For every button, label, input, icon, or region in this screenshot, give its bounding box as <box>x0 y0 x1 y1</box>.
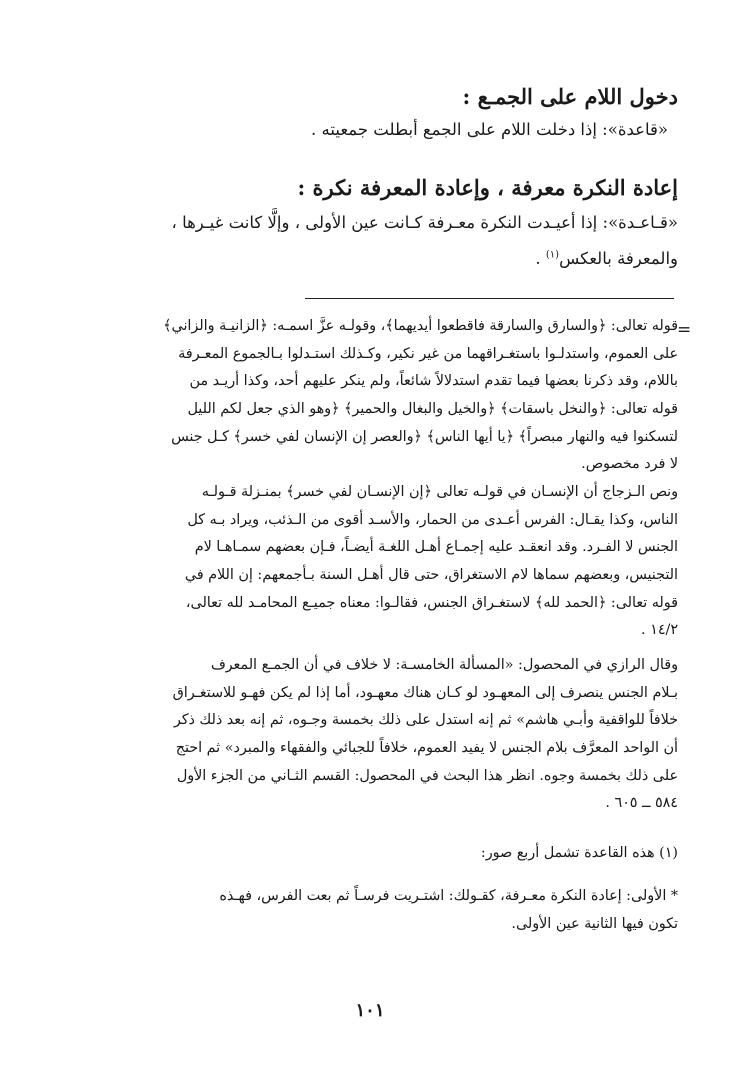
footnote-line: على ذلك بخمسة وجوه. انظر هذا البحث في المحصول: القسم الثـاني من الجزء الأول <box>176 768 678 784</box>
footnote-line: الناس، وكذا يقـال: الفرس أعـدى من الحمار، والأسـد أقوى من الـذئب، ويراد بـه كل <box>187 512 678 528</box>
footnote-line: لتسكنوا فيه والنهار مبصراً﴾ ﴿يا أيها الناس﴾ ﴿والعصر إن الإنسان لفي خسر﴾ كـل جنس <box>171 429 678 445</box>
page-number: ١٠١ <box>355 1000 385 1021</box>
footnote-line: باللام، وقد ذكرنا بعضها فيما تقدم استدلالاً شائعاً، ولم ينكر عليهم أحد، وكذا أريـد من <box>189 373 678 389</box>
footnote-line: قوله تعالى: ﴿والنخل باسقات﴾ ﴿والخيل والبغال والحمير﴾ ﴿وهو الذي جعل لكم الليل <box>187 401 678 417</box>
footnote-line: أن الواحد المعرَّف بلام الجنس لا يفيد العموم، خلافاً للجبائي والفقهاء والمبرد» ثم احتج <box>175 740 678 756</box>
footnote-1: (١) هذه القاعدة تشمل أربع صور: <box>480 845 678 861</box>
rule-repetition-line-2: والمعرفة بالعكس$^{(١)}$ . <box>535 249 678 268</box>
footnote-line: على العموم، واستدلـوا باستغـراقهما من غير نكير، وكـذلك استـدلوا بـالجموع المعـرفة <box>178 346 678 362</box>
footnote-marker: (١) <box>545 249 560 261</box>
footnote-line: وقال الرازي في المحصول: «المسألة الخامسـة: لا خلاف في أن الجمـع المعرف <box>210 657 678 673</box>
footnote-line: ١٤/٢ . <box>641 622 678 638</box>
footnote-line: التجنيس، وبعضهم سماها لام الاستغراق، حتى قال أهـل السنة بـأجمعهم: إن اللام في <box>184 567 678 583</box>
rule-repetition-line-1: «قـاعـدة»: إذا أعيـدت النكرة معـرفة كـانت عين الأولى ، وإلَّا كانت غيـرها ، <box>171 213 678 232</box>
footnote-line: * الأولى: إعادة النكرة معـرفة، كقـولك: اشتـريت فرسـاً ثم بعت الفرس، فهـذه <box>219 888 678 904</box>
section-heading-plural: دخول اللام على الجمـع : <box>462 84 678 109</box>
footnote-line: قوله تعالى: ﴿والسارق والسارقة فاقطعوا أيديهما﴾، وقولـه عزَّ اسمـه: ﴿الزانيـة والزاني﴾ <box>163 318 678 334</box>
footnote-line: ٥٨٤ ــ ٦٠٥ . <box>605 795 678 811</box>
footnote-line: الجنس لا الفـرد. وقد انعقـد عليه إجمـاع أهـل اللغـة أيضـاً، فـإن بعضهم سمـاهـا لام <box>194 539 678 555</box>
footnote-line: خلافاً للواقفية وأبـي هاشم» ثم إنه استدل على ذلك بخمسة وجـوه، ثم إنه بعد ذلك ذكر <box>173 712 678 728</box>
footnote-separator <box>305 298 674 299</box>
footnote-line: قوله تعالى: ﴿الحمد لله﴾ لاستغـراق الجنس، فقالـوا: معناه جميـع المحامـد لله تعالى، <box>185 595 678 611</box>
footnote-line: بـلام الجنس ينصرف إلى المعهـود لو كـان هناك معهـود، أما إذا لم يكن فهـو للاستغـراق <box>172 685 678 701</box>
footnote-line: لا فرد مخصوص. <box>581 456 678 472</box>
rule-plural: «قاعدة»: إذا دخلت اللام على الجمع أبطلت جمعيته . <box>311 120 668 139</box>
continuation-mark: = <box>677 320 692 340</box>
section-heading-repetition: إعادة النكرة معرفة ، وإعادة المعرفة نكرة : <box>297 175 678 200</box>
footnote-line: تكون فيها الثانية عين الأولى. <box>511 916 678 932</box>
footnote-line: ونص الـزجاج أن الإنسـان في قولـه تعالى ﴿إن الإنسـان لفي خسر﴾ بمنـزلة قـولـه <box>201 484 678 500</box>
